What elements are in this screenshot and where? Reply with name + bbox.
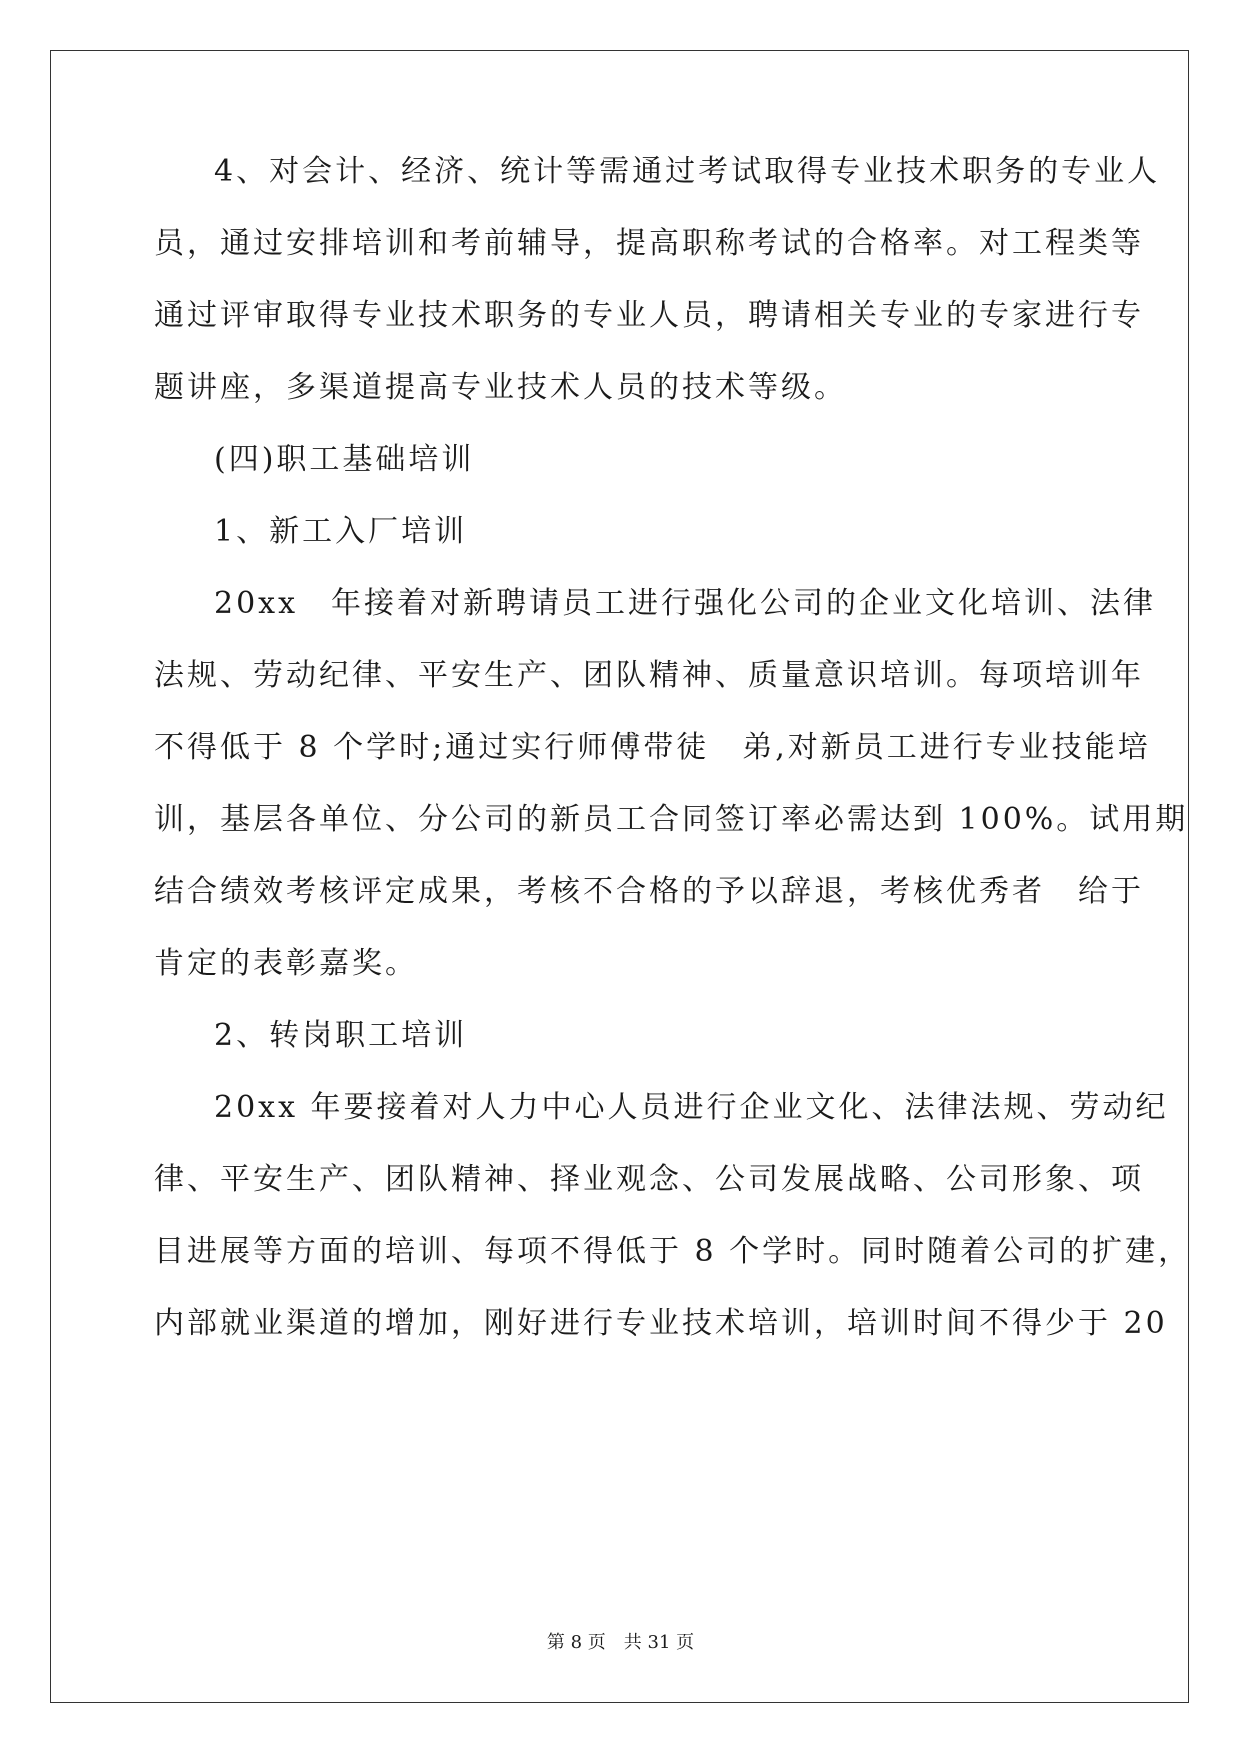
page-number-footer: 第 8 页 共 31 页 [546, 1632, 695, 1653]
section-heading: (四)职工基础培训 [214, 442, 475, 477]
paragraph-line: 结合绩效考核评定成果，考核不合格的予以辞退，考核优秀者 给于 [154, 874, 1144, 909]
paragraph-line: 肯定的表彰嘉奖。 [154, 946, 418, 981]
paragraph-line: 不得低于 8 个学时;通过实行师傅带徒 弟,对新员工进行专业技能培 [154, 730, 1151, 765]
paragraph-line: 律、平安生产、团队精神、择业观念、公司发展战略、公司形象、项 [154, 1162, 1144, 1197]
paragraph-line: 内部就业渠道的增加，刚好进行专业技术培训，培训时间不得少于 20 [154, 1306, 1168, 1341]
subsection-heading: 2、转岗职工培训 [214, 1018, 468, 1053]
paragraph-line: 4、对会计、经济、统计等需通过考试取得专业技术职务的专业人 [214, 154, 1161, 189]
paragraph-line: 通过评审取得专业技术职务的专业人员，聘请相关专业的专家进行专 [154, 298, 1144, 333]
paragraph-line: 训，基层各单位、分公司的新员工合同签订率必需达到 100%。试用期 [154, 802, 1189, 837]
paragraph-line: 题讲座，多渠道提高专业技术人员的技术等级。 [154, 370, 847, 405]
paragraph-line: 法规、劳动纪律、平安生产、团队精神、质量意识培训。每项培训年 [154, 658, 1144, 693]
paragraph-line: 20xx 年接着对新聘请员工进行强化公司的企业文化培训、法律 [214, 586, 1157, 621]
subsection-heading: 1、新工入厂培训 [214, 514, 468, 549]
paragraph-line: 员，通过安排培训和考前辅导，提高职称考试的合格率。对工程类等 [154, 226, 1144, 261]
paragraph-line: 目进展等方面的培训、每项不得低于 8 个学时。同时随着公司的扩建， [154, 1234, 1192, 1269]
paragraph-line: 20xx 年要接着对人力中心人员进行企业文化、法律法规、劳动纪 [214, 1090, 1169, 1125]
